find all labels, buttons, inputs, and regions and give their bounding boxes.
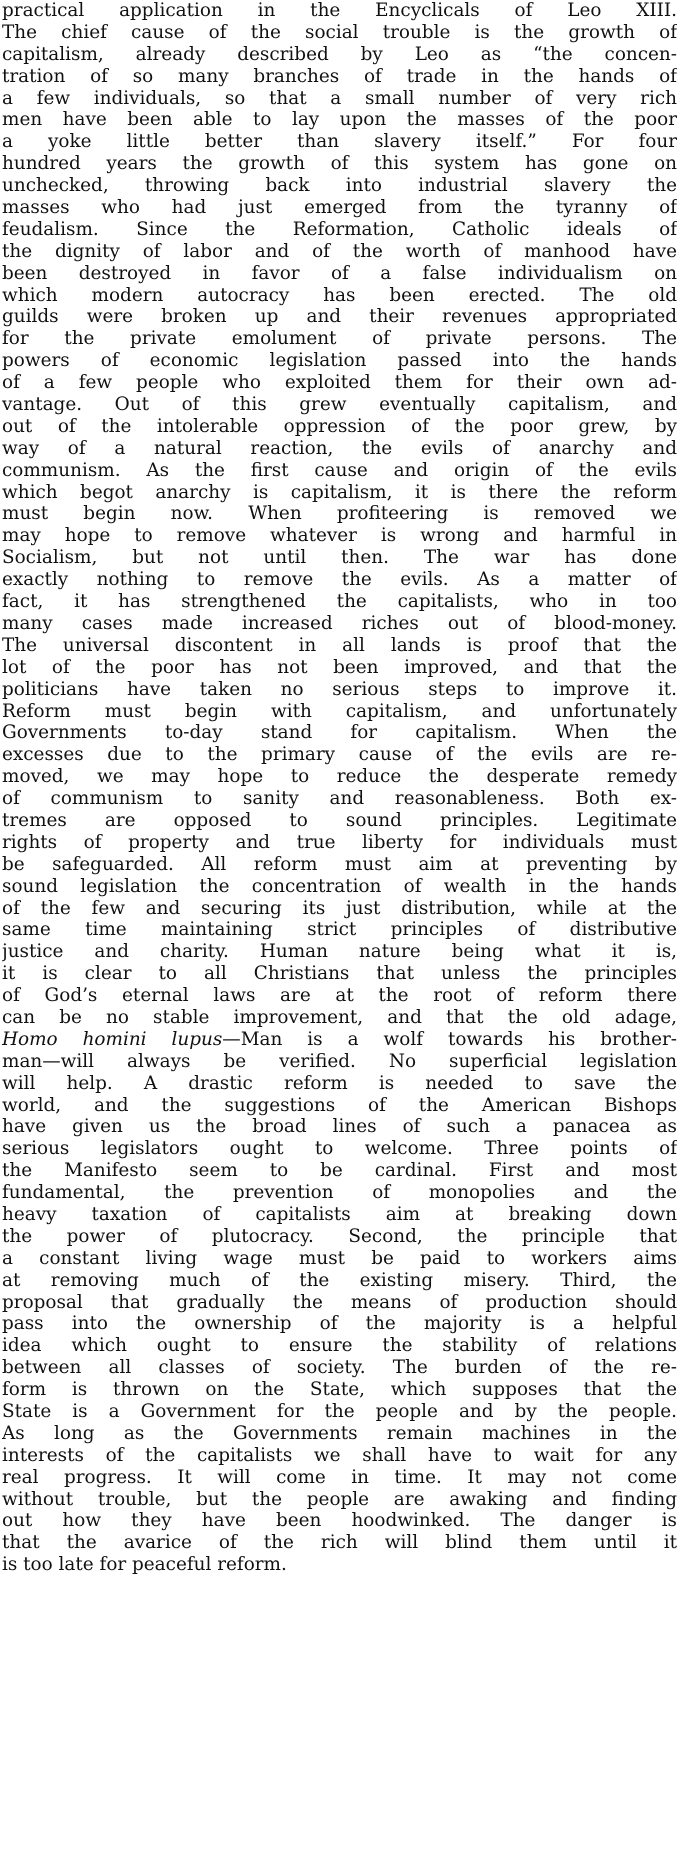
text-line: Governments to-day stand for capitalism. When the — [2, 722, 677, 744]
text-line: politicians have taken no serious steps to improve it. — [2, 678, 677, 700]
text-line: real progress. It will come in time. It may not come — [2, 1466, 677, 1488]
text-line: without trouble, but the people are awaking and finding — [2, 1488, 677, 1510]
text-line: rights of property and true liberty for individuals must — [2, 831, 677, 853]
text-line: State is a Government for the people and by the people. — [2, 1401, 677, 1422]
text-line: can be no stable improvement, and that the old adage, — [2, 1006, 677, 1028]
text-line-rest: —Man is a wolf towards his brother- — [222, 1028, 677, 1050]
text-line: the power of plutocracy. Second, the principle that — [2, 1225, 677, 1247]
text-line: vantage. Out of this grew eventually capitalism, and — [2, 394, 677, 416]
text-line: must begin now. When profiteering is removed we — [2, 503, 677, 525]
text-line: of a few people who exploited them for their own ad- — [2, 372, 677, 394]
article-body — [2, 0, 677, 1576]
text-line: exactly nothing to remove the evils. As a matter of — [2, 569, 677, 591]
text-line: heavy taxation of capitalists aim at breaking down — [2, 1203, 677, 1225]
text-line: will help. A drastic reform is needed to save the — [2, 1072, 677, 1094]
text-line: pass into the ownership of the majority is a helpful — [2, 1313, 677, 1335]
text-line: masses who had just emerged from the tyranny of — [2, 197, 677, 219]
text-line: at removing much of the existing misery. Third, the — [2, 1269, 677, 1291]
text-line: sound legislation the concentration of wealth in the hands — [2, 875, 677, 897]
text-line: capitalism, already described by Leo as “the concen- — [2, 43, 677, 65]
text-line: out how they have been hoodwinked. The danger is — [2, 1510, 677, 1532]
text-line: for the private emolument of private persons. The — [2, 328, 677, 350]
text-line: many cases made increased riches out of blood-money. — [2, 612, 677, 634]
text-line: lot of the poor has not been improved, and that the — [2, 656, 677, 678]
text-line: world, and the suggestions of the American Bishops — [2, 1094, 677, 1116]
text-line: guilds were broken up and their revenues appropriated — [2, 306, 677, 328]
text-line: communism. As the first cause and origin of the evils — [2, 459, 677, 481]
text-line: idea which ought to ensure the stability of relations — [2, 1335, 677, 1357]
text-line: interests of the capitalists we shall have to wait for any — [2, 1444, 677, 1466]
text-line: hundred years the growth of this system has gone on — [2, 153, 677, 175]
text-line: man—will always be verified. No superficial legislation — [2, 1050, 677, 1072]
text-line: way of a natural reaction, the evils of anarchy and — [2, 437, 677, 459]
text-line: powers of economic legislation passed into the hands — [2, 350, 677, 372]
text-line: it is clear to all Christians that unless the principles — [2, 963, 677, 985]
text-line: serious legislators ought to welcome. Three points of — [2, 1138, 677, 1160]
text-line: have given us the broad lines of such a panacea as — [2, 1116, 677, 1138]
text-line: men have been able to lay upon the masses of the poor — [2, 109, 677, 131]
text-line: the dignity of labor and of the worth of manhood have — [2, 240, 677, 262]
text-line: fact, it has strengthened the capitalists, who in too — [2, 591, 677, 613]
text-line: moved, we may hope to reduce the desperate remedy — [2, 766, 677, 788]
text-line: a yoke little better than slavery itself.” For four — [2, 131, 677, 153]
text-line: a few individuals, so that a small number of very rich — [2, 87, 677, 109]
text-line: The chief cause of the social trouble is the growth of — [2, 21, 677, 43]
text-line: be safeguarded. All reform must aim at preventing by — [2, 853, 677, 875]
text-line: a constant living wage must be paid to workers aims — [2, 1247, 677, 1269]
text-line: the Manifesto seem to be cardinal. First and most — [2, 1160, 677, 1182]
text-line: Reform must begin with capitalism, and unfortunately — [2, 700, 677, 722]
text-line: Socialism, but not until then. The war has done — [2, 547, 677, 569]
text-line: practical application in the Encyclicals of Leo XIII. — [2, 0, 677, 21]
text-line: same time maintaining strict principles of distributive — [2, 919, 677, 941]
text-line — [2, 1029, 677, 1051]
text-line: of God’s eternal laws are at the root of reform there — [2, 985, 677, 1007]
text-line: feudalism. Since the Reformation, Catholic ideals of — [2, 218, 677, 240]
latin-phrase: Homo homini lupus — [2, 1028, 223, 1050]
text-line: been destroyed in favor of a false individualism on — [2, 262, 677, 284]
text-line: excesses due to the primary cause of the evils are re- — [2, 744, 677, 766]
text-line: which begot anarchy is capitalism, it is there the reform — [2, 481, 677, 503]
text-line: may hope to remove whatever is wrong and harmful in — [2, 525, 677, 547]
text-line: tration of so many branches of trade in the hands of — [2, 65, 677, 87]
text-line: of communism to sanity and reasonableness. Both ex- — [2, 788, 677, 810]
text-line: of the few and securing its just distribution, while at the — [2, 897, 677, 919]
text-line: fundamental, the prevention of monopolies and the — [2, 1182, 677, 1204]
text-line: proposal that gradually the means of production should — [2, 1291, 677, 1313]
text-line: which modern autocracy has been erected. The old — [2, 284, 677, 306]
text-line: The universal discontent in all lands is proof that the — [2, 634, 677, 656]
text-line: justice and charity. Human nature being what it is, — [2, 941, 677, 963]
text-line: out of the intolerable oppression of the poor grew, by — [2, 415, 677, 437]
text-line: unchecked, throwing back into industrial slavery the — [2, 175, 677, 197]
text-line: tremes are opposed to sound principles. Legitimate — [2, 809, 677, 831]
text-line: As long as the Governments remain machines in the — [2, 1422, 677, 1444]
text-line: form is thrown on the State, which supposes that the — [2, 1379, 677, 1401]
text-line: is too late for peaceful reform. — [2, 1554, 287, 1576]
text-line: that the avarice of the rich will blind them until it — [2, 1532, 677, 1554]
text-line: between all classes of society. The burden of the re- — [2, 1357, 677, 1379]
